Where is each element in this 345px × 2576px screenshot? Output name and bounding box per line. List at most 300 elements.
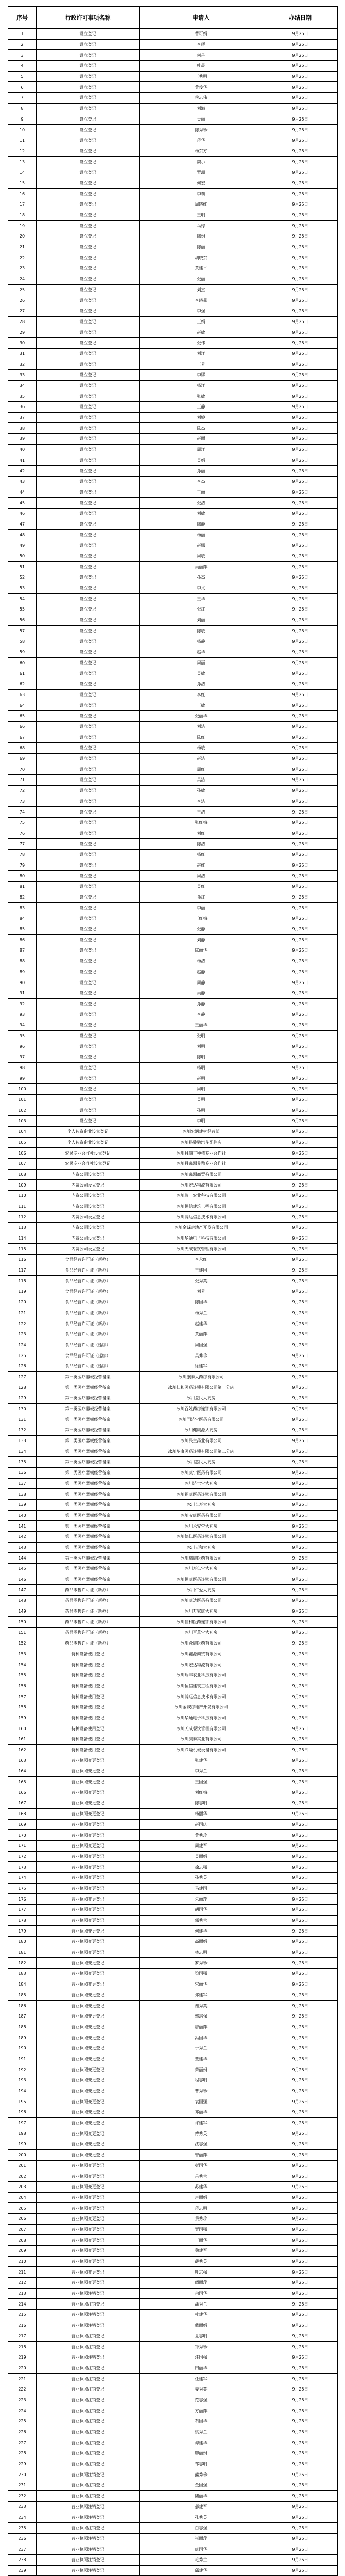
- cell-index: 13: [8, 157, 37, 167]
- cell-applicant: 吴丽娟: [140, 1851, 263, 1862]
- cell-item: 营业执照注销登记: [37, 2384, 140, 2395]
- cell-date: 9月25日: [263, 689, 338, 700]
- cell-index: 156: [8, 1681, 37, 1691]
- cell-applicant: 白志强: [140, 2522, 263, 2533]
- cell-index: 202: [8, 2171, 37, 2182]
- cell-applicant: 陈秀珍: [140, 125, 263, 135]
- cell-date: 9月25日: [263, 2544, 338, 2555]
- cell-index: 186: [8, 2001, 37, 2011]
- table-row: [8, 1393, 338, 1404]
- table-row: [8, 1489, 338, 1500]
- cell-date: 9月25日: [263, 604, 338, 615]
- cell-item: 设立登记: [37, 167, 140, 178]
- cell-applicant: 冰川瑞康医药有限公司: [140, 1553, 263, 1564]
- cell-date: 9月25日: [263, 1926, 338, 1937]
- cell-item: 营业执照变更登记: [37, 1819, 140, 1830]
- cell-item: 食品经营许可证（新办）: [37, 1265, 140, 1276]
- cell-date: 9月25日: [263, 1265, 338, 1276]
- cell-item: 内资公司设立登记: [37, 1201, 140, 1212]
- table-row: [8, 583, 338, 594]
- cell-item: 特种设备使用登记: [37, 1713, 140, 1723]
- cell-applicant: 刘洁: [140, 721, 263, 732]
- cell-index: 120: [8, 1297, 37, 1308]
- table-row: [8, 1723, 338, 1734]
- table-row: [8, 1585, 338, 1596]
- cell-item: 设立登记: [37, 785, 140, 796]
- cell-applicant: 林志明: [140, 1947, 263, 1958]
- cell-date: 9月25日: [263, 146, 338, 157]
- cell-date: 9月25日: [263, 284, 338, 295]
- cell-item: 营业执照变更登记: [37, 2267, 140, 2278]
- table-row: [8, 1457, 338, 1468]
- cell-item: 营业执照变更登记: [37, 2246, 140, 2257]
- cell-applicant: 冰川长寿大药房: [140, 1499, 263, 1510]
- table-row: [8, 1009, 338, 1020]
- cell-item: 设立登记: [37, 231, 140, 242]
- cell-applicant: 李杰: [140, 476, 263, 487]
- table-row: [8, 743, 338, 754]
- cell-applicant: 冰川百姓药房连锁有限公司: [140, 1403, 263, 1414]
- cell-index: 163: [8, 1755, 37, 1766]
- cell-index: 77: [8, 839, 37, 850]
- table-row: [8, 956, 338, 967]
- cell-applicant: 杜建华: [140, 2310, 263, 2320]
- cell-date: 9月25日: [263, 594, 338, 604]
- cell-date: 9月25日: [263, 1340, 338, 1350]
- table-row: [8, 1308, 338, 1318]
- table-row: [8, 2213, 338, 2224]
- cell-item: 营业执照变更登记: [37, 1851, 140, 1862]
- cell-item: 营业执照变更登记: [37, 2139, 140, 2150]
- cell-applicant: 刘洋: [140, 348, 263, 359]
- cell-date: 9月25日: [263, 2320, 338, 2331]
- cell-index: 106: [8, 1148, 37, 1159]
- cell-date: 9月25日: [263, 1628, 338, 1638]
- cell-date: 9月25日: [263, 1350, 338, 1361]
- cell-index: 4: [8, 61, 37, 72]
- table-row: [8, 316, 338, 327]
- cell-index: 39: [8, 434, 37, 445]
- table-row: [8, 1446, 338, 1457]
- cell-item: 特种设备使用登记: [37, 1681, 140, 1691]
- table-row: [8, 306, 338, 316]
- cell-item: 营业执照变更登记: [37, 2043, 140, 2054]
- cell-index: 237: [8, 2544, 37, 2555]
- cell-item: 设立登记: [37, 370, 140, 381]
- cell-date: 9月25日: [263, 1915, 338, 1926]
- cell-item: 设立登记: [37, 903, 140, 913]
- cell-applicant: 王华: [140, 594, 263, 604]
- cell-item: 设立登记: [37, 1094, 140, 1105]
- cell-applicant: 周红: [140, 764, 263, 775]
- cell-applicant: 赵洁: [140, 753, 263, 764]
- table-row: [8, 2427, 338, 2437]
- table-row: [8, 1137, 338, 1148]
- cell-index: 174: [8, 1872, 37, 1883]
- cell-item: 营业执照变更登记: [37, 1969, 140, 1979]
- table-row: [8, 1628, 338, 1638]
- table-row: [8, 1297, 338, 1308]
- cell-index: 48: [8, 530, 37, 540]
- table-row: [8, 2149, 338, 2160]
- cell-applicant: 王红梅: [140, 913, 263, 924]
- cell-index: 14: [8, 167, 37, 178]
- table-row: [8, 945, 338, 956]
- table-row: [8, 2246, 338, 2257]
- cell-index: 235: [8, 2522, 37, 2533]
- table-row: [8, 604, 338, 615]
- cell-index: 61: [8, 668, 37, 679]
- cell-item: 食品经营许可证（新办）: [37, 1329, 140, 1340]
- cell-date: 9月25日: [263, 1905, 338, 1916]
- cell-applicant: 刘海: [140, 103, 263, 114]
- cell-date: 9月25日: [263, 2075, 338, 2086]
- cell-item: 营业执照注销登记: [37, 2405, 140, 2416]
- cell-applicant: 何丹: [140, 50, 263, 61]
- cell-applicant: 石国华: [140, 2416, 263, 2427]
- cell-date: 9月25日: [263, 519, 338, 530]
- table-row: [8, 189, 338, 199]
- cell-index: 10: [8, 125, 37, 135]
- cell-date: 9月25日: [263, 2032, 338, 2043]
- cell-index: 179: [8, 1926, 37, 1937]
- cell-index: 34: [8, 380, 37, 391]
- cell-index: 227: [8, 2437, 37, 2448]
- cell-item: 设立登记: [37, 423, 140, 434]
- cell-date: 9月25日: [263, 2395, 338, 2405]
- cell-date: 9月25日: [263, 1084, 338, 1095]
- cell-date: 9月25日: [263, 1403, 338, 1414]
- table-row: [8, 1617, 338, 1628]
- table-row: [8, 860, 338, 871]
- cell-date: 9月25日: [263, 1116, 338, 1127]
- cell-applicant: 王静: [140, 402, 263, 413]
- table-row: [8, 2459, 338, 2469]
- cell-date: 9月25日: [263, 753, 338, 764]
- cell-item: 设立登记: [37, 871, 140, 882]
- cell-applicant: 陈国华: [140, 1297, 263, 1308]
- cell-item: 第一类医疗器械经营备案: [37, 1371, 140, 1382]
- table-row: [8, 2395, 338, 2405]
- table-row: [8, 476, 338, 487]
- cell-index: 105: [8, 1137, 37, 1148]
- cell-applicant: 丁丽华: [140, 2235, 263, 2246]
- cell-applicant: 程志明: [140, 2075, 263, 2086]
- cell-applicant: 熊秀珍: [140, 2469, 263, 2480]
- cell-item: 营业执照变更登记: [37, 1926, 140, 1937]
- cell-index: 93: [8, 1009, 37, 1020]
- table-row: [8, 1116, 338, 1127]
- cell-date: 9月25日: [263, 2224, 338, 2235]
- cell-index: 18: [8, 210, 37, 221]
- table-row: [8, 274, 338, 284]
- cell-index: 136: [8, 1467, 37, 1478]
- cell-date: 9月25日: [263, 1094, 338, 1105]
- table-row: [8, 721, 338, 732]
- cell-applicant: 冰川瑞丰农业科技有限公司: [140, 1670, 263, 1681]
- cell-applicant: 陈杰: [140, 423, 263, 434]
- cell-date: 9月25日: [263, 1180, 338, 1191]
- cell-index: 101: [8, 1094, 37, 1105]
- cell-date: 9月25日: [263, 1787, 338, 1798]
- cell-item: 营业执照变更登记: [37, 2054, 140, 2064]
- cell-index: 217: [8, 2331, 37, 2342]
- cell-index: 8: [8, 103, 37, 114]
- cell-applicant: 姜秀英: [140, 2384, 263, 2395]
- table-row: [8, 2043, 338, 2054]
- table-row: [8, 1510, 338, 1521]
- cell-applicant: 李娜: [140, 370, 263, 381]
- cell-date: 9月25日: [263, 1776, 338, 1787]
- cell-item: 药品零售许可证（新办）: [37, 1617, 140, 1628]
- cell-applicant: 刘红梅: [140, 1787, 263, 1798]
- cell-applicant: 袁国强: [140, 2096, 263, 2107]
- cell-index: 88: [8, 956, 37, 967]
- cell-index: 116: [8, 1255, 37, 1265]
- cell-item: 设立登记: [37, 402, 140, 413]
- table-row: [8, 700, 338, 711]
- cell-applicant: 张敏: [140, 391, 263, 402]
- cell-index: 239: [8, 2565, 37, 2576]
- cell-item: 设立登记: [37, 476, 140, 487]
- cell-applicant: 周丽: [140, 657, 263, 668]
- cell-applicant: 冰川县骏驰汽车配件店: [140, 1137, 263, 1148]
- cell-applicant: 叶志强: [140, 2267, 263, 2278]
- cell-applicant: 董建华: [140, 2054, 263, 2064]
- cell-applicant: 冰川恒信建筑工程有限公司: [140, 1681, 263, 1691]
- cell-date: 9月25日: [263, 935, 338, 945]
- table-row: [8, 519, 338, 530]
- cell-date: 9月25日: [263, 647, 338, 657]
- cell-applicant: 许建军: [140, 2117, 263, 2128]
- cell-applicant: 蒋志明: [140, 2203, 263, 2214]
- cell-applicant: 张建华: [140, 1755, 263, 1766]
- cell-date: 9月25日: [263, 1596, 338, 1606]
- cell-index: 167: [8, 1798, 37, 1809]
- cell-date: 9月25日: [263, 1969, 338, 1979]
- cell-applicant: 冰川安康医药有限公司: [140, 1510, 263, 1521]
- cell-date: 9月25日: [263, 125, 338, 135]
- cell-date: 9月25日: [263, 2480, 338, 2491]
- cell-date: 9月25日: [263, 29, 338, 40]
- cell-index: 70: [8, 764, 37, 775]
- cell-item: 设立登记: [37, 647, 140, 657]
- cell-applicant: 吴静: [140, 988, 263, 998]
- cell-applicant: 卢丽娟: [140, 2192, 263, 2203]
- cell-applicant: 胡国华: [140, 1905, 263, 1916]
- table-row: [8, 1830, 338, 1841]
- cell-date: 9月25日: [263, 348, 338, 359]
- cell-date: 9月25日: [263, 700, 338, 711]
- cell-date: 9月25日: [263, 849, 338, 860]
- cell-date: 9月25日: [263, 412, 338, 423]
- cell-applicant: 冰川同济堂医药有限公司: [140, 1414, 263, 1425]
- cell-item: 营业执照变更登记: [37, 1905, 140, 1916]
- cell-applicant: 吴洁: [140, 775, 263, 786]
- table-row: [8, 1926, 338, 1937]
- cell-item: 营业执照注销登记: [37, 2299, 140, 2310]
- cell-index: 168: [8, 1808, 37, 1819]
- cell-date: 9月25日: [263, 2213, 338, 2224]
- table-row: [8, 1467, 338, 1478]
- cell-item: 营业执照注销登记: [37, 2544, 140, 2555]
- table-row: [8, 807, 338, 818]
- table-row: [8, 988, 338, 998]
- cell-index: 152: [8, 1638, 37, 1649]
- cell-index: 134: [8, 1446, 37, 1457]
- cell-applicant: 姚秀兰: [140, 2427, 263, 2437]
- cell-date: 9月25日: [263, 1073, 338, 1084]
- cell-item: 设立登记: [37, 263, 140, 274]
- cell-index: 125: [8, 1350, 37, 1361]
- cell-item: 内资公司设立登记: [37, 1190, 140, 1201]
- cell-item: 设立登记: [37, 892, 140, 903]
- cell-index: 181: [8, 1947, 37, 1958]
- table-row: [8, 1702, 338, 1713]
- cell-item: 营业执照变更登记: [37, 2075, 140, 2086]
- cell-item: 内资公司设立登记: [37, 1233, 140, 1244]
- table-row: [8, 1744, 338, 1755]
- cell-applicant: 汪国强: [140, 2352, 263, 2363]
- cell-index: 60: [8, 657, 37, 668]
- cell-applicant: 吕秀兰: [140, 2171, 263, 2182]
- table-row: [8, 1105, 338, 1116]
- cell-item: 设立登记: [37, 967, 140, 977]
- table-row: [8, 849, 338, 860]
- cell-item: 食品经营许可证（新办）: [37, 1308, 140, 1318]
- table-row: [8, 1542, 338, 1553]
- cell-date: 9月25日: [263, 135, 338, 146]
- cell-index: 119: [8, 1286, 37, 1297]
- table-row: [8, 2299, 338, 2310]
- table-row: [8, 167, 338, 178]
- table-row: [8, 1073, 338, 1084]
- cell-date: 9月25日: [263, 796, 338, 807]
- cell-applicant: 方丽萍: [140, 2405, 263, 2416]
- cell-date: 9月25日: [263, 785, 338, 796]
- table-row: [8, 1564, 338, 1574]
- cell-index: 108: [8, 1169, 37, 1180]
- cell-applicant: 魏建军: [140, 2246, 263, 2257]
- table-row: [8, 913, 338, 924]
- cell-index: 94: [8, 1020, 37, 1030]
- cell-applicant: 廖丽娟: [140, 2448, 263, 2459]
- cell-item: 设立登记: [37, 732, 140, 743]
- table-row: [8, 1883, 338, 1894]
- cell-index: 143: [8, 1542, 37, 1553]
- cell-item: 特种设备使用登记: [37, 1723, 140, 1734]
- cell-date: 9月25日: [263, 1308, 338, 1318]
- table-row: [8, 1435, 338, 1446]
- cell-item: 营业执照变更登记: [37, 1883, 140, 1894]
- cell-applicant: 赵静: [140, 967, 263, 977]
- table-row: [8, 444, 338, 455]
- table-row: [8, 1062, 338, 1073]
- cell-index: 62: [8, 679, 37, 689]
- cell-item: 设立登记: [37, 39, 140, 50]
- cell-item: 营业执照注销登记: [37, 2512, 140, 2523]
- cell-applicant: 陆丽华: [140, 2490, 263, 2501]
- cell-index: 219: [8, 2352, 37, 2363]
- cell-applicant: 冰川华通电子科技有限公司: [140, 1233, 263, 1244]
- cell-index: 53: [8, 583, 37, 594]
- cell-applicant: 傅秀英: [140, 2128, 263, 2139]
- cell-item: 设立登记: [37, 817, 140, 828]
- cell-item: 设立登记: [37, 1116, 140, 1127]
- cell-applicant: 冰川金诚房地产开发有限公司: [140, 1223, 263, 1233]
- cell-item: 设立登记: [37, 668, 140, 679]
- cell-index: 92: [8, 998, 37, 1009]
- table-row: [8, 2310, 338, 2320]
- table-row: [8, 2544, 338, 2555]
- cell-date: 9月25日: [263, 1713, 338, 1723]
- table-row: [8, 1638, 338, 1649]
- cell-applicant: 孙杰: [140, 572, 263, 583]
- cell-item: 营业执照变更登记: [37, 2278, 140, 2289]
- cell-index: 185: [8, 1990, 37, 2001]
- cell-applicant: 侯志伟: [140, 93, 263, 104]
- cell-date: 9月25日: [263, 1542, 338, 1553]
- cell-applicant: 王建国: [140, 1265, 263, 1276]
- cell-index: 37: [8, 412, 37, 423]
- cell-date: 9月25日: [263, 860, 338, 871]
- cell-index: 111: [8, 1201, 37, 1212]
- cell-item: 营业执照变更登记: [37, 2128, 140, 2139]
- table-row: [8, 775, 338, 786]
- cell-date: 9月25日: [263, 1808, 338, 1819]
- cell-item: 营业执照注销登记: [37, 2480, 140, 2491]
- cell-index: 206: [8, 2213, 37, 2224]
- cell-date: 9月25日: [263, 998, 338, 1009]
- cell-applicant: 杨秀兰: [140, 1308, 263, 1318]
- cell-index: 126: [8, 1361, 37, 1371]
- table-row: [8, 998, 338, 1009]
- cell-index: 95: [8, 1030, 37, 1041]
- cell-applicant: 冰川惠民大药房: [140, 1457, 263, 1468]
- table-row: [8, 2342, 338, 2352]
- cell-date: 9月25日: [263, 2149, 338, 2160]
- cell-date: 9月25日: [263, 668, 338, 679]
- cell-item: 设立登记: [37, 178, 140, 189]
- table-row: [8, 39, 338, 50]
- cell-date: 9月25日: [263, 2299, 338, 2310]
- cell-item: 设立登记: [37, 359, 140, 370]
- cell-date: 9月25日: [263, 743, 338, 754]
- cell-date: 9月25日: [263, 2043, 338, 2054]
- cell-applicant: 薛秀英: [140, 2256, 263, 2267]
- cell-item: 设立登记: [37, 125, 140, 135]
- cell-applicant: 冰川益民大药房: [140, 1393, 263, 1404]
- cell-date: 9月25日: [263, 2437, 338, 2448]
- cell-index: 171: [8, 1840, 37, 1851]
- cell-applicant: 赵红: [140, 860, 263, 871]
- table-row: [8, 82, 338, 93]
- cell-date: 9月25日: [263, 1499, 338, 1510]
- cell-item: 设立登记: [37, 189, 140, 199]
- cell-date: 9月25日: [263, 2128, 338, 2139]
- cell-item: 设立登记: [37, 1009, 140, 1020]
- cell-item: 营业执照变更登记: [37, 2001, 140, 2011]
- cell-applicant: 李秀兰: [140, 1766, 263, 1777]
- cell-item: 设立登记: [37, 828, 140, 839]
- cell-date: 9月25日: [263, 1105, 338, 1116]
- cell-date: 9月25日: [263, 2235, 338, 2246]
- cell-index: 74: [8, 807, 37, 818]
- table-row: [8, 1361, 338, 1371]
- table-row: [8, 1606, 338, 1617]
- cell-date: 9月25日: [263, 189, 338, 199]
- cell-index: 22: [8, 252, 37, 263]
